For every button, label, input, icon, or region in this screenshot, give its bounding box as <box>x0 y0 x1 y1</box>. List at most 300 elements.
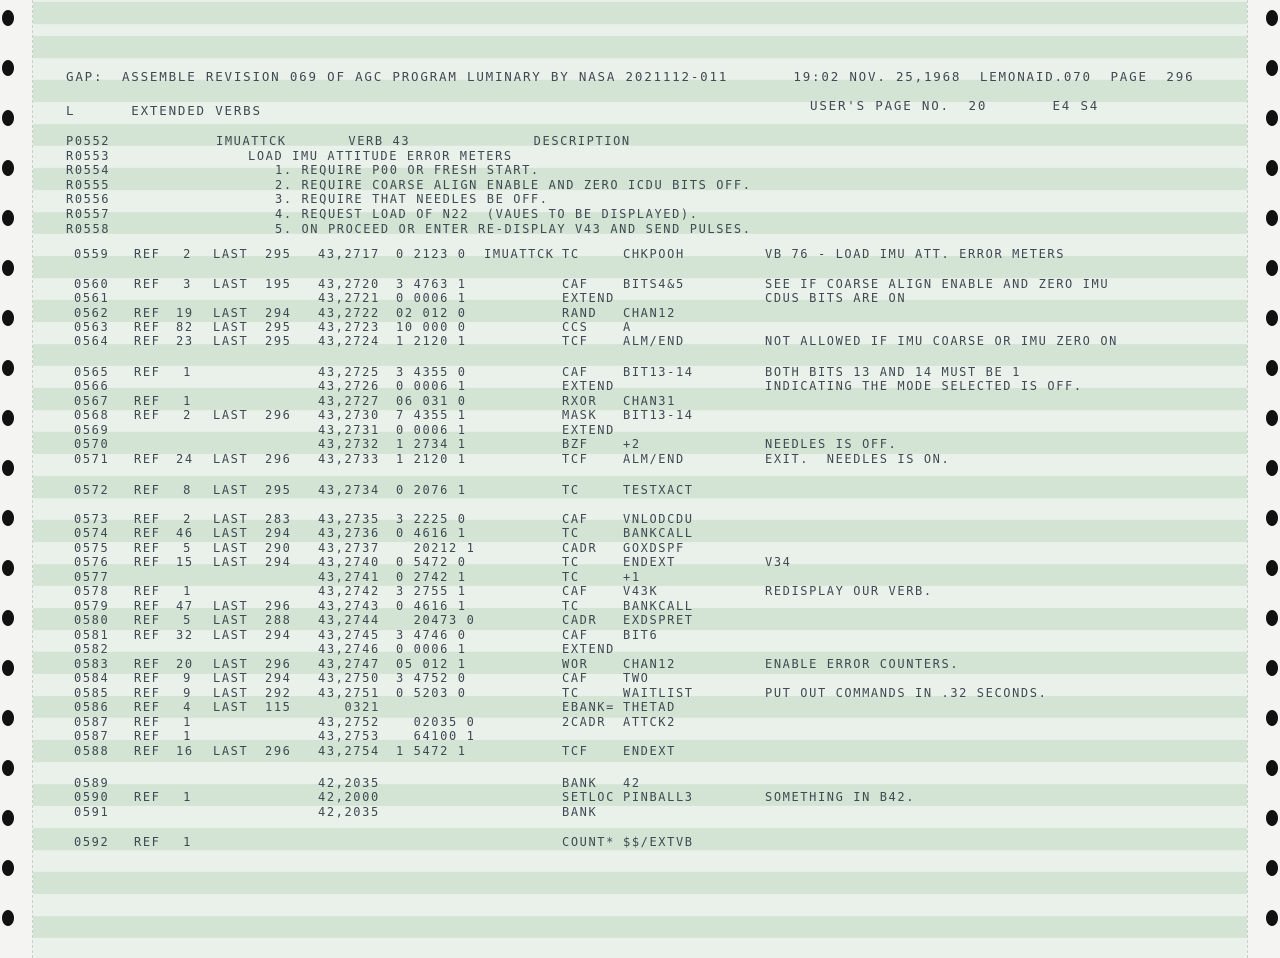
last-page: 295 <box>265 334 292 348</box>
last-page: 115 <box>265 700 292 714</box>
address: 43,2740 <box>318 555 380 569</box>
description-text: 4. REQUEST LOAD OF N22 (VAUES TO BE DISPLAYED). <box>275 207 699 221</box>
last-page: 294 <box>265 526 292 540</box>
ref-count: 24 <box>176 452 194 466</box>
ref-count: 9 <box>183 671 192 685</box>
line-number: 0577 <box>74 570 110 584</box>
address: 43,2752 <box>318 715 380 729</box>
tractor-hole <box>1266 560 1278 576</box>
last-page: 294 <box>265 555 292 569</box>
ref-count: 19 <box>176 306 194 320</box>
operand: A <box>623 320 632 334</box>
tractor-hole <box>2 160 14 176</box>
tractor-hole <box>1266 260 1278 276</box>
listing-row <box>0 408 1240 422</box>
opcode: CAF <box>562 671 589 685</box>
opcode: TC <box>562 555 580 569</box>
operand: CHAN31 <box>623 394 676 408</box>
line-number: 0590 <box>74 790 110 804</box>
line-number: 0563 <box>74 320 110 334</box>
octal-word: 06 031 0 <box>396 394 467 408</box>
octal-word: 3 2225 0 <box>396 512 467 526</box>
last-label: LAST <box>213 334 249 348</box>
symbol-label: IMUATTCK <box>484 247 555 261</box>
ref-count: 3 <box>183 277 192 291</box>
ref-count: 15 <box>176 555 194 569</box>
line-number: 0560 <box>74 277 110 291</box>
description-line-number: R0555 <box>66 177 111 192</box>
last-label: LAST <box>213 320 249 334</box>
line-number: 0564 <box>74 334 110 348</box>
line-number: 0578 <box>74 584 110 598</box>
operand: BIT6 <box>623 628 659 642</box>
address: 43,2750 <box>318 671 380 685</box>
ref-label: REF <box>134 671 161 685</box>
operand: CHAN12 <box>623 306 676 320</box>
ref-count: 1 <box>183 394 192 408</box>
listing-row <box>0 526 1240 540</box>
octal-word: 64100 1 <box>396 729 476 743</box>
opcode: WOR <box>562 657 589 671</box>
tractor-hole <box>2 760 14 776</box>
octal-word: 0 5472 0 <box>396 555 467 569</box>
line-number: 0573 <box>74 512 110 526</box>
line-number: 0576 <box>74 555 110 569</box>
last-label: LAST <box>213 686 249 700</box>
octal-word: 3 4355 0 <box>396 365 467 379</box>
line-number: 0561 <box>74 291 110 305</box>
operand: THETAD <box>623 700 676 714</box>
tractor-hole <box>1266 810 1278 826</box>
ref-count: 2 <box>183 247 192 261</box>
operand: TWO <box>623 671 650 685</box>
listing-row <box>0 512 1240 526</box>
ref-label: REF <box>134 247 161 261</box>
last-page: 296 <box>265 657 292 671</box>
operand: +1 <box>623 570 641 584</box>
section-title: L EXTENDED VERBS <box>66 103 262 118</box>
listing-row <box>0 483 1240 497</box>
listing-row <box>0 700 1240 714</box>
octal-word: 0 0006 1 <box>396 291 467 305</box>
ref-count: 4 <box>183 700 192 714</box>
tractor-hole <box>2 910 14 926</box>
comment: NOT ALLOWED IF IMU COARSE OR IMU ZERO ON <box>765 334 1118 348</box>
last-page: 295 <box>265 483 292 497</box>
listing-row <box>0 776 1240 790</box>
line-number: 0572 <box>74 483 110 497</box>
listing-row <box>0 291 1240 305</box>
listing-row <box>0 613 1240 627</box>
last-page: 296 <box>265 599 292 613</box>
ref-count: 47 <box>176 599 194 613</box>
operand: +2 <box>623 437 641 451</box>
ref-count: 1 <box>183 729 192 743</box>
tractor-hole <box>2 110 14 126</box>
last-label: LAST <box>213 277 249 291</box>
octal-word: 7 4355 1 <box>396 408 467 422</box>
address: 43,2745 <box>318 628 380 642</box>
address: 43,2744 <box>318 613 380 627</box>
address: 43,2734 <box>318 483 380 497</box>
address: 43,2753 <box>318 729 380 743</box>
address: 43,2735 <box>318 512 380 526</box>
opcode: EXTEND <box>562 642 615 656</box>
opcode: EXTEND <box>562 291 615 305</box>
octal-word: 10 000 0 <box>396 320 467 334</box>
listing-row <box>0 805 1240 819</box>
address: 43,2720 <box>318 277 380 291</box>
opcode: CAF <box>562 365 589 379</box>
comment: SEE IF COARSE ALIGN ENABLE AND ZERO IMU <box>765 277 1110 291</box>
ref-count: 1 <box>183 790 192 804</box>
address: 43,2742 <box>318 584 380 598</box>
line-number: 0575 <box>74 541 110 555</box>
opcode: TC <box>562 570 580 584</box>
operand: 42 <box>623 776 641 790</box>
operand: WAITLIST <box>623 686 694 700</box>
comment: ENABLE ERROR COUNTERS. <box>765 657 960 671</box>
address: 42,2035 <box>318 776 380 790</box>
octal-word: 05 012 1 <box>396 657 467 671</box>
tractor-hole <box>1266 910 1278 926</box>
octal-word: 0 0006 1 <box>396 423 467 437</box>
description-text: 3. REQUIRE THAT NEEDLES BE OFF. <box>275 192 549 207</box>
line-number: 0580 <box>74 613 110 627</box>
address: 43,2721 <box>318 291 380 305</box>
ref-label: REF <box>134 306 161 320</box>
listing-row <box>0 657 1240 671</box>
line-number: 0566 <box>74 379 110 393</box>
operand: BANKCALL <box>623 526 694 540</box>
opcode: TC <box>562 686 580 700</box>
listing-row <box>0 570 1240 584</box>
ref-label: REF <box>134 584 161 598</box>
ref-label: REF <box>134 365 161 379</box>
address: 43,2741 <box>318 570 380 584</box>
tractor-hole <box>1266 710 1278 726</box>
tractor-hole <box>1266 10 1278 26</box>
tractor-hole <box>1266 460 1278 476</box>
opcode: CAF <box>562 628 589 642</box>
listing-row <box>0 599 1240 613</box>
line-number: 0570 <box>74 437 110 451</box>
operand: V43K <box>623 584 659 598</box>
opcode: COUNT* <box>562 835 615 849</box>
last-label: LAST <box>213 657 249 671</box>
last-page: 195 <box>265 277 292 291</box>
operand: BIT13-14 <box>623 408 694 422</box>
last-label: LAST <box>213 512 249 526</box>
line-number: 0562 <box>74 306 110 320</box>
operand: ATTCK2 <box>623 715 676 729</box>
opcode: BANK <box>562 776 598 790</box>
last-page: 294 <box>265 671 292 685</box>
comment: EXIT. NEEDLES IS ON. <box>765 452 951 466</box>
operand: PINBALL3 <box>623 790 694 804</box>
opcode: TCF <box>562 744 589 758</box>
operand: EXDSPRET <box>623 613 694 627</box>
description-text: LOAD IMU ATTITUDE ERROR METERS <box>248 148 513 163</box>
last-label: LAST <box>213 306 249 320</box>
opcode: BANK <box>562 805 598 819</box>
tractor-hole <box>1266 860 1278 876</box>
listing-row <box>0 306 1240 320</box>
line-number: 0584 <box>74 671 110 685</box>
listing-row <box>0 715 1240 729</box>
operand: CHKPOOH <box>623 247 685 261</box>
last-page: 295 <box>265 247 292 261</box>
ref-count: 23 <box>176 334 194 348</box>
user-page-number: USER'S PAGE NO. 20 E4 S4 <box>810 98 1100 113</box>
ref-label: REF <box>134 452 161 466</box>
octal-word: 0 2076 1 <box>396 483 467 497</box>
opcode: TC <box>562 526 580 540</box>
octal-word: 3 2755 1 <box>396 584 467 598</box>
listing-row <box>0 555 1240 569</box>
address: 43,2727 <box>318 394 380 408</box>
address: 43,2724 <box>318 334 380 348</box>
last-page: 283 <box>265 512 292 526</box>
ref-count: 16 <box>176 744 194 758</box>
listing-row <box>0 320 1240 334</box>
ref-label: REF <box>134 277 161 291</box>
tractor-hole <box>2 210 14 226</box>
comment: CDUS BITS ARE ON <box>765 291 907 305</box>
ref-count: 1 <box>183 584 192 598</box>
octal-word: 0 0006 1 <box>396 642 467 656</box>
opcode: CAF <box>562 584 589 598</box>
tractor-hole <box>1266 610 1278 626</box>
opcode: TC <box>562 599 580 613</box>
tractor-hole <box>1266 410 1278 426</box>
listing-row <box>0 277 1240 291</box>
address: 42,2035 <box>318 805 380 819</box>
octal-word: 3 4752 0 <box>396 671 467 685</box>
last-page: 294 <box>265 306 292 320</box>
operand: ENDEXT <box>623 744 676 758</box>
last-page: 296 <box>265 452 292 466</box>
address: 43,2736 <box>318 526 380 540</box>
address: 43,2743 <box>318 599 380 613</box>
tractor-hole <box>1266 310 1278 326</box>
line-number: 0565 <box>74 365 110 379</box>
opcode: EXTEND <box>562 423 615 437</box>
listing-row <box>0 334 1240 348</box>
line-number: 0587 <box>74 729 110 743</box>
octal-word: 0 4616 1 <box>396 526 467 540</box>
address: 43,2733 <box>318 452 380 466</box>
opcode: BZF <box>562 437 589 451</box>
listing-row <box>0 790 1240 804</box>
line-number: 0587 <box>74 715 110 729</box>
last-page: 294 <box>265 628 292 642</box>
last-label: LAST <box>213 700 249 714</box>
address: 43,2730 <box>318 408 380 422</box>
listing-row <box>0 729 1240 743</box>
ref-label: REF <box>134 408 161 422</box>
address: 43,2723 <box>318 320 380 334</box>
tractor-hole <box>1266 160 1278 176</box>
comment: REDISPLAY OUR VERB. <box>765 584 933 598</box>
opcode: CAF <box>562 277 589 291</box>
octal-word: 20473 0 <box>396 613 476 627</box>
tractor-hole <box>2 60 14 76</box>
ref-count: 2 <box>183 512 192 526</box>
octal-word: 1 2734 1 <box>396 437 467 451</box>
opcode: EXTEND <box>562 379 615 393</box>
opcode: EBANK= <box>562 700 615 714</box>
description-line-number: R0557 <box>66 207 111 221</box>
last-page: 292 <box>265 686 292 700</box>
ref-count: 5 <box>183 541 192 555</box>
ref-count: 8 <box>183 483 192 497</box>
operand: BITS4&5 <box>623 277 685 291</box>
address: 42,2000 <box>318 790 380 804</box>
address: 43,2722 <box>318 306 380 320</box>
listing-row <box>0 452 1240 466</box>
octal-word: 02035 0 <box>396 715 476 729</box>
address: 43,2746 <box>318 642 380 656</box>
listing-row <box>0 365 1240 379</box>
comment: BOTH BITS 13 AND 14 MUST BE 1 <box>765 365 1021 379</box>
octal-word: 0 4616 1 <box>396 599 467 613</box>
description-line-number: R0556 <box>66 192 111 207</box>
description-text: IMUATTCK VERB 43 DESCRIPTION <box>216 134 631 148</box>
ref-label: REF <box>134 483 161 497</box>
opcode: TC <box>562 483 580 497</box>
ref-label: REF <box>134 320 161 334</box>
octal-word: 3 4763 1 <box>396 277 467 291</box>
operand: GOXDSPF <box>623 541 685 555</box>
last-label: LAST <box>213 671 249 685</box>
opcode: 2CADR <box>562 715 607 729</box>
listing-row <box>0 437 1240 451</box>
operand: VNLODCDU <box>623 512 694 526</box>
listing-row <box>0 642 1240 656</box>
octal-word: 3 4746 0 <box>396 628 467 642</box>
line-number: 0592 <box>74 835 110 849</box>
opcode: CADR <box>562 541 598 555</box>
line-number: 0568 <box>74 408 110 422</box>
ref-label: REF <box>134 526 161 540</box>
ref-label: REF <box>134 613 161 627</box>
last-page: 295 <box>265 320 292 334</box>
description-line-number: R0553 <box>66 148 111 163</box>
description-text: 1. REQUIRE P00 OR FRESH START. <box>275 163 540 178</box>
ref-label: REF <box>134 729 161 743</box>
ref-count: 5 <box>183 613 192 627</box>
tractor-hole <box>1266 660 1278 676</box>
listing-row <box>0 584 1240 598</box>
last-label: LAST <box>213 541 249 555</box>
last-label: LAST <box>213 247 249 261</box>
last-label: LAST <box>213 599 249 613</box>
description-text: 5. ON PROCEED OR ENTER RE-DISPLAY V43 AND SEND PULSES. <box>275 221 752 236</box>
description-text: 2. REQUIRE COARSE ALIGN ENABLE AND ZERO ICDU BITS OFF. <box>275 177 752 192</box>
line-number: 0588 <box>74 744 110 758</box>
address: 43,2717 <box>318 247 380 261</box>
octal-word: 0 2123 0 <box>396 247 467 261</box>
opcode: RXOR <box>562 394 598 408</box>
opcode: TCF <box>562 452 589 466</box>
operand: ENDEXT <box>623 555 676 569</box>
octal-word: 02 012 0 <box>396 306 467 320</box>
address: 43,2747 <box>318 657 380 671</box>
line-number: 0581 <box>74 628 110 642</box>
ref-count: 82 <box>176 320 194 334</box>
ref-label: REF <box>134 555 161 569</box>
last-label: LAST <box>213 744 249 758</box>
comment: SOMETHING IN B42. <box>765 790 916 804</box>
listing-row <box>0 394 1240 408</box>
last-label: LAST <box>213 452 249 466</box>
tractor-hole <box>1266 360 1278 376</box>
comment: INDICATING THE MODE SELECTED IS OFF. <box>765 379 1083 393</box>
ref-label: REF <box>134 715 161 729</box>
operand: ALM/END <box>623 452 685 466</box>
ref-label: REF <box>134 657 161 671</box>
tractor-hole <box>1266 110 1278 126</box>
opcode: MASK <box>562 408 598 422</box>
tractor-hole <box>1266 60 1278 76</box>
comment: VB 76 - LOAD IMU ATT. ERROR METERS <box>765 247 1066 261</box>
address: 43,2731 <box>318 423 380 437</box>
line-number: 0567 <box>74 394 110 408</box>
last-label: LAST <box>213 526 249 540</box>
ref-count: 1 <box>183 835 192 849</box>
comment: PUT OUT COMMANDS IN .32 SECONDS. <box>765 686 1048 700</box>
address: 43,2737 <box>318 541 380 555</box>
tractor-hole <box>1266 760 1278 776</box>
octal-word: 20212 1 <box>396 541 476 555</box>
ref-label: REF <box>134 700 161 714</box>
tractor-hole <box>2 10 14 26</box>
opcode: TC <box>562 247 580 261</box>
line-number: 0559 <box>74 247 110 261</box>
last-page: 290 <box>265 541 292 555</box>
listing-row <box>0 686 1240 700</box>
opcode: TCF <box>562 334 589 348</box>
ref-label: REF <box>134 541 161 555</box>
listing-row <box>0 671 1240 685</box>
listing-row <box>0 247 1240 261</box>
ref-count: 46 <box>176 526 194 540</box>
last-page: 288 <box>265 613 292 627</box>
line-number: 0586 <box>74 700 110 714</box>
description-line-number: R0554 <box>66 163 111 178</box>
line-number: 0582 <box>74 642 110 656</box>
listing-row <box>0 744 1240 758</box>
ref-count: 1 <box>183 715 192 729</box>
line-number: 0585 <box>74 686 110 700</box>
listing-row <box>0 835 1240 849</box>
tractor-hole <box>1266 510 1278 526</box>
line-number: 0583 <box>74 657 110 671</box>
ref-count: 9 <box>183 686 192 700</box>
listing-row <box>0 423 1240 437</box>
ref-label: REF <box>134 744 161 758</box>
description-line-number: P0552 <box>66 134 111 148</box>
opcode: CCS <box>562 320 589 334</box>
last-page: 296 <box>265 744 292 758</box>
tractor-hole <box>1266 210 1278 226</box>
last-label: LAST <box>213 613 249 627</box>
line-number: 0571 <box>74 452 110 466</box>
listing-header: GAP: ASSEMBLE REVISION 069 OF AGC PROGRAM LUMINARY BY NASA 2021112-011 19:02 NOV. 25,1968 LEMONAID.070 PAGE 296 <box>66 69 1195 84</box>
operand: CHAN12 <box>623 657 676 671</box>
line-number: 0579 <box>74 599 110 613</box>
